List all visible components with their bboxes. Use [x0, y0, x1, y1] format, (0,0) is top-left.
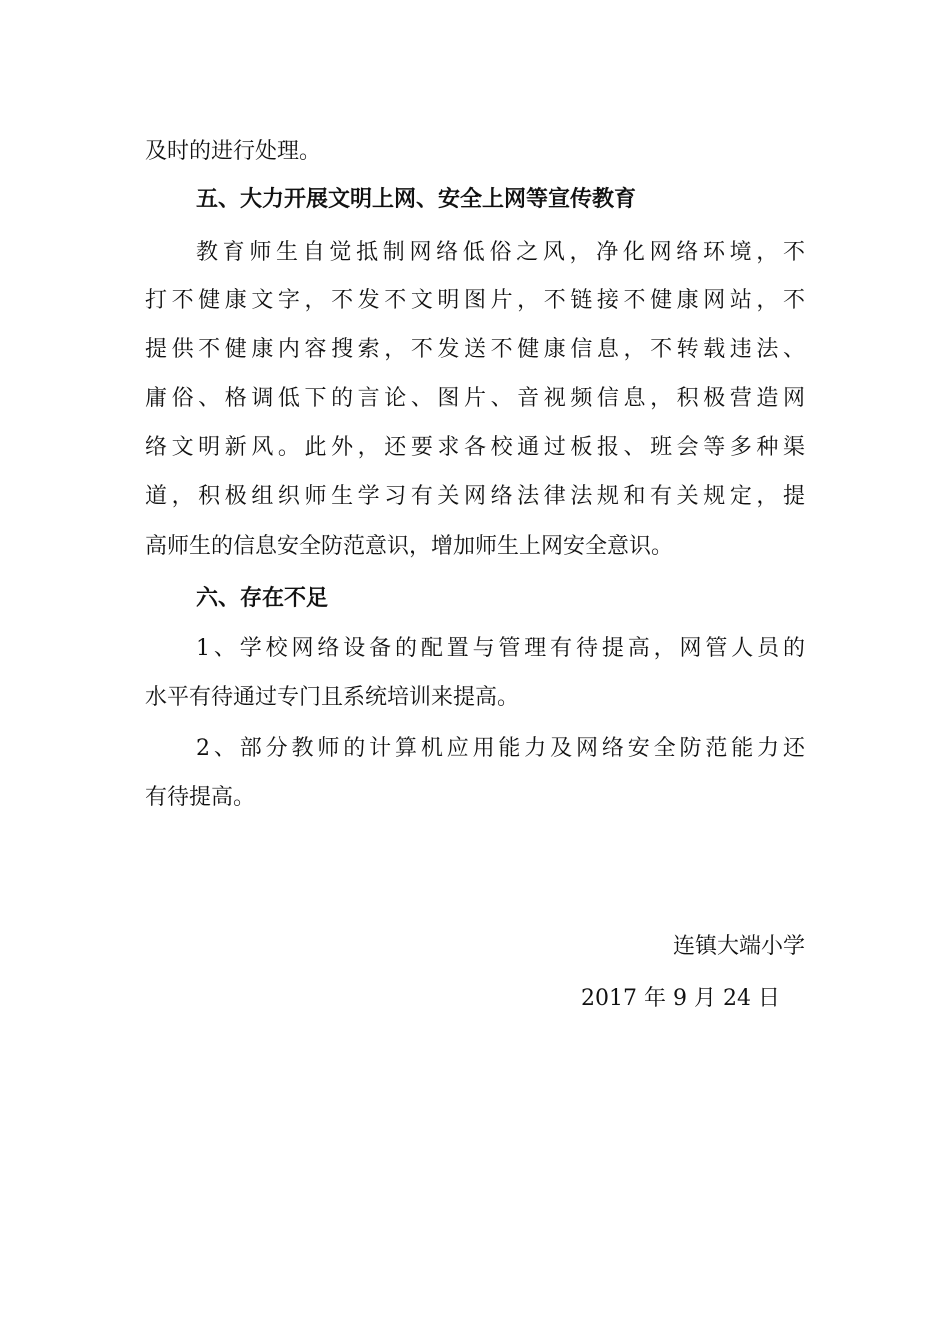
section-6-item-2-line: 有待提高。: [145, 785, 256, 810]
section-6-item-2-line: 2、部分教师的计算机应用能力及网络安全防范能力还: [196, 736, 805, 761]
section-6-heading: 六、存在不足: [196, 586, 329, 611]
continuation-text: 及时的进行处理。: [145, 139, 322, 164]
section-5-paragraph-line: 高师生的信息安全防范意识，增加师生上网安全意识。: [145, 534, 674, 559]
section-5-paragraph-line: 络文明新风。此外，还要求各校通过板报、班会等多种渠: [145, 435, 805, 460]
section-5-paragraph-line: 道，积极组织师生学习有关网络法律法规和有关规定，提: [145, 484, 805, 509]
signature-organization: 连镇大端小学: [672, 934, 805, 959]
signature-date: 2017 年 9 月 24 日: [581, 986, 780, 1011]
section-6-item-1-line: 1、学校网络设备的配置与管理有待提高，网管人员的: [196, 636, 805, 661]
section-5-paragraph-line: 庸俗、格调低下的言论、图片、音视频信息，积极营造网: [145, 386, 805, 411]
section-6-item-1-line: 水平有待通过专门且系统培训来提高。: [145, 685, 520, 710]
section-5-paragraph-line: 提供不健康内容搜索，不发送不健康信息，不转载违法、: [145, 337, 805, 362]
section-5-paragraph-line: 打不健康文字，不发不文明图片，不链接不健康网站，不: [145, 288, 805, 313]
section-5-heading: 五、大力开展文明上网、安全上网等宣传教育: [196, 187, 637, 212]
section-5-paragraph-line: 教育师生自觉抵制网络低俗之风，净化网络环境，不: [196, 240, 805, 265]
